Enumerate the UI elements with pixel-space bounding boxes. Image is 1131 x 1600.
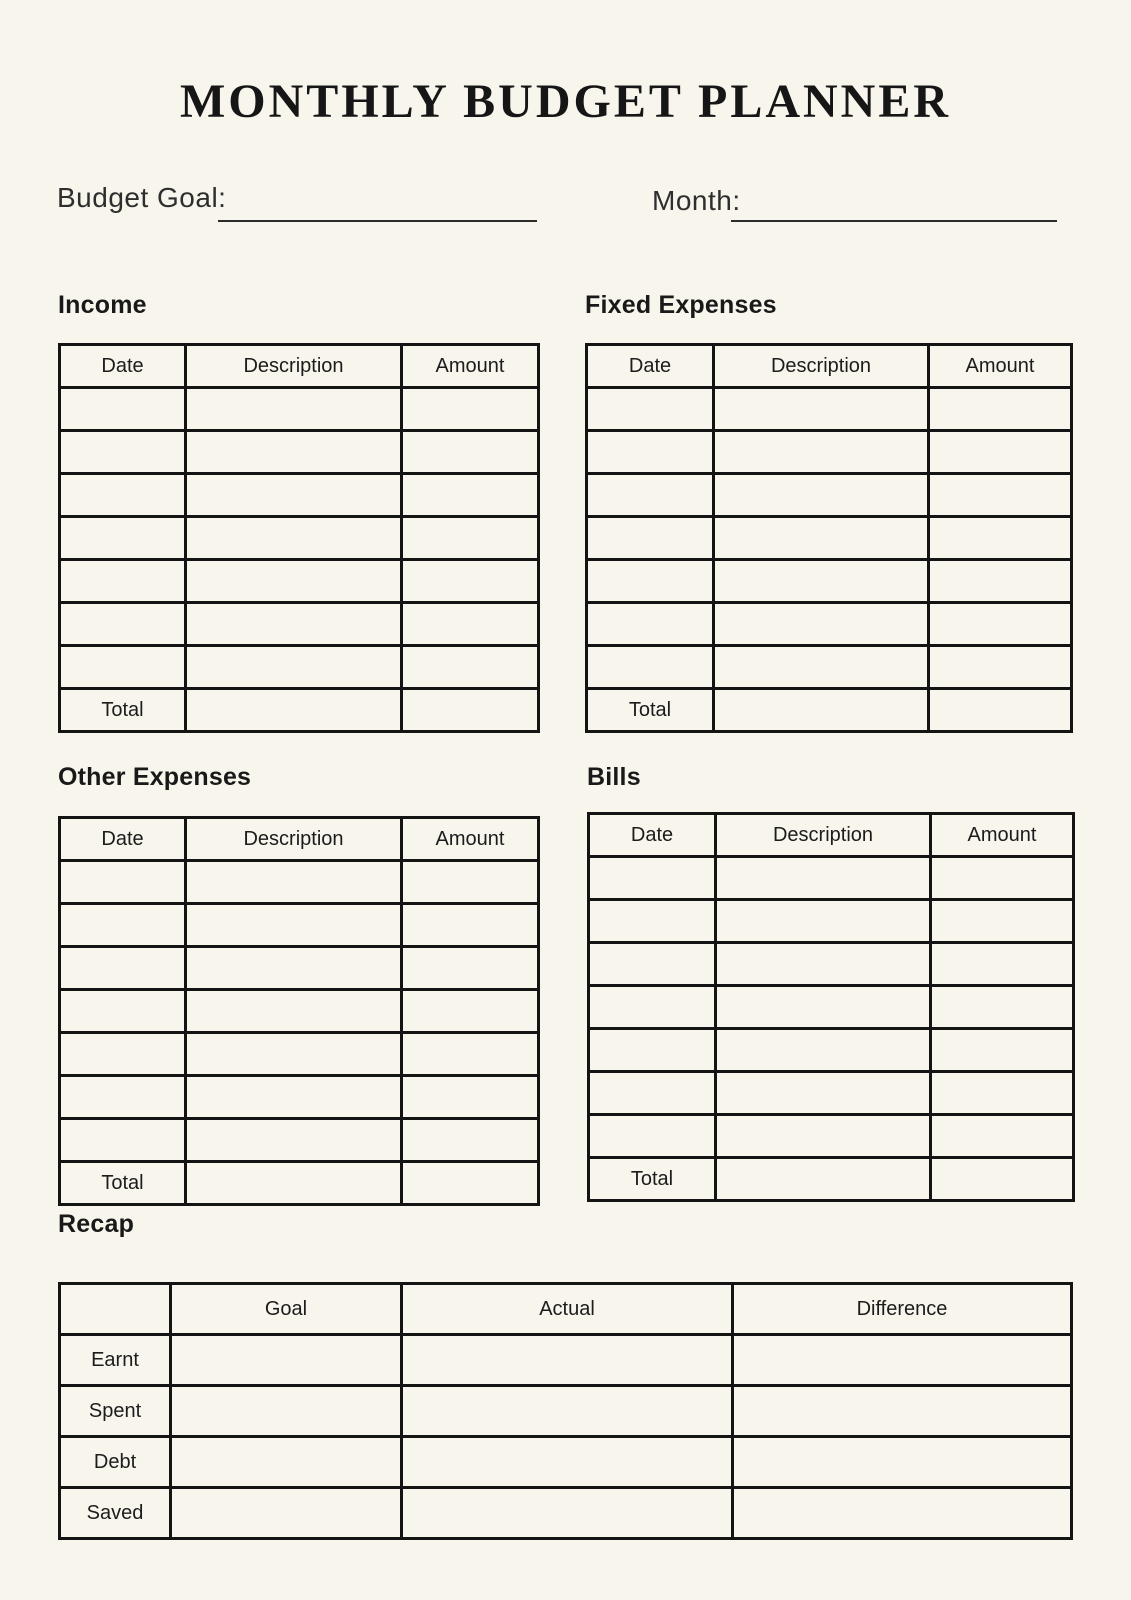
empty-cell: [402, 517, 539, 560]
empty-cell: [60, 1033, 186, 1076]
budget-goal-label: Budget Goal:: [57, 182, 227, 213]
table-row: [589, 857, 1074, 900]
empty-cell: [60, 1076, 186, 1119]
recap-section: [58, 1210, 1070, 1540]
empty-cell: [714, 388, 929, 431]
empty-cell: [589, 943, 716, 986]
empty-cell: [931, 1029, 1074, 1072]
empty-cell: [931, 1115, 1074, 1158]
empty-cell: [716, 1029, 931, 1072]
empty-cell: [186, 388, 402, 431]
empty-cell: [186, 646, 402, 689]
empty-cell: [60, 1119, 186, 1162]
column-header-amount: Amount: [931, 814, 1074, 857]
empty-cell: [716, 986, 931, 1029]
other-expenses-section: [58, 763, 537, 1206]
empty-cell: [402, 474, 539, 517]
total-row: [60, 1162, 539, 1205]
total-label: Total: [60, 689, 186, 732]
empty-cell: [587, 646, 714, 689]
empty-cell: [733, 1488, 1072, 1539]
empty-cell: [60, 474, 186, 517]
empty-cell: [714, 431, 929, 474]
income-section: [58, 291, 537, 733]
table-row: [60, 603, 539, 646]
empty-cell: [587, 474, 714, 517]
empty-cell: [714, 646, 929, 689]
empty-cell: [931, 1158, 1074, 1201]
empty-cell: [186, 947, 402, 990]
empty-cell: [587, 603, 714, 646]
empty-cell: [186, 990, 402, 1033]
recap-row-debt: [60, 1437, 1072, 1488]
table-row: [60, 947, 539, 990]
empty-cell: [402, 689, 539, 732]
empty-cell: [931, 900, 1074, 943]
column-header-description: Description: [716, 814, 931, 857]
table-row: [587, 603, 1072, 646]
empty-cell: [60, 388, 186, 431]
empty-cell: [714, 689, 929, 732]
empty-cell: [171, 1488, 402, 1539]
table-row: [587, 517, 1072, 560]
header-row: [60, 1284, 1072, 1335]
empty-cell: [733, 1386, 1072, 1437]
column-header-date: Date: [60, 345, 186, 388]
empty-cell: [186, 603, 402, 646]
empty-corner-cell: [60, 1284, 171, 1335]
empty-cell: [716, 857, 931, 900]
table-row: [60, 646, 539, 689]
empty-cell: [186, 1119, 402, 1162]
empty-cell: [402, 646, 539, 689]
empty-cell: [171, 1437, 402, 1488]
empty-cell: [931, 857, 1074, 900]
total-row: [587, 689, 1072, 732]
empty-cell: [186, 689, 402, 732]
column-header-date: Date: [60, 818, 186, 861]
fixed-expenses-table: [585, 343, 1073, 733]
empty-cell: [931, 1072, 1074, 1115]
budget-goal-write-line: [218, 220, 537, 222]
table-row: [589, 1115, 1074, 1158]
column-header-actual: Actual: [402, 1284, 733, 1335]
fixed-expenses-section: [585, 291, 1070, 733]
table-row: [587, 560, 1072, 603]
empty-cell: [402, 1162, 539, 1205]
empty-cell: [714, 474, 929, 517]
other-expenses-table: [58, 816, 540, 1206]
empty-cell: [186, 560, 402, 603]
empty-cell: [60, 947, 186, 990]
empty-cell: [186, 1033, 402, 1076]
empty-cell: [929, 517, 1072, 560]
empty-cell: [714, 603, 929, 646]
column-header-description: Description: [714, 345, 929, 388]
table-row: [589, 1072, 1074, 1115]
table-row: [587, 431, 1072, 474]
empty-cell: [716, 1115, 931, 1158]
other-expenses-heading: Other Expenses: [58, 763, 252, 791]
empty-cell: [716, 1158, 931, 1201]
recap-row-spent: [60, 1386, 1072, 1437]
empty-cell: [402, 861, 539, 904]
table-row: [60, 1033, 539, 1076]
bills-heading: Bills: [587, 763, 641, 791]
empty-cell: [60, 603, 186, 646]
empty-cell: [60, 904, 186, 947]
empty-cell: [402, 560, 539, 603]
empty-cell: [589, 857, 716, 900]
income-table: [58, 343, 540, 733]
empty-cell: [931, 943, 1074, 986]
empty-cell: [733, 1335, 1072, 1386]
column-header-description: Description: [186, 818, 402, 861]
header-row: [60, 818, 539, 861]
empty-cell: [186, 1162, 402, 1205]
empty-cell: [929, 603, 1072, 646]
empty-cell: [402, 1119, 539, 1162]
empty-cell: [929, 431, 1072, 474]
table-row: [60, 517, 539, 560]
column-header-difference: Difference: [733, 1284, 1072, 1335]
empty-cell: [589, 900, 716, 943]
month-label: Month:: [652, 185, 741, 216]
empty-cell: [60, 560, 186, 603]
empty-cell: [589, 986, 716, 1029]
empty-cell: [587, 388, 714, 431]
column-header-goal: Goal: [171, 1284, 402, 1335]
column-header-date: Date: [587, 345, 714, 388]
empty-cell: [402, 603, 539, 646]
recap-heading: Recap: [58, 1210, 135, 1238]
empty-cell: [60, 646, 186, 689]
column-header-amount: Amount: [402, 818, 539, 861]
empty-cell: [402, 1033, 539, 1076]
empty-cell: [589, 1072, 716, 1115]
total-label: Total: [589, 1158, 716, 1201]
empty-cell: [716, 1072, 931, 1115]
table-row: [60, 990, 539, 1033]
empty-cell: [402, 388, 539, 431]
income-heading: Income: [58, 291, 147, 319]
table-row: [60, 861, 539, 904]
column-header-amount: Amount: [402, 345, 539, 388]
empty-cell: [186, 904, 402, 947]
empty-cell: [714, 517, 929, 560]
fixed-expenses-heading: Fixed Expenses: [585, 291, 777, 319]
table-row: [60, 560, 539, 603]
empty-cell: [714, 560, 929, 603]
empty-cell: [60, 517, 186, 560]
empty-cell: [186, 1076, 402, 1119]
empty-cell: [186, 474, 402, 517]
total-row: [589, 1158, 1074, 1201]
row-label-earnt: Earnt: [60, 1335, 171, 1386]
empty-cell: [402, 1076, 539, 1119]
empty-cell: [402, 1437, 733, 1488]
empty-cell: [186, 431, 402, 474]
empty-cell: [60, 431, 186, 474]
empty-cell: [402, 1335, 733, 1386]
row-label-saved: Saved: [60, 1488, 171, 1539]
empty-cell: [171, 1335, 402, 1386]
table-row: [587, 474, 1072, 517]
empty-cell: [402, 431, 539, 474]
row-label-spent: Spent: [60, 1386, 171, 1437]
empty-cell: [186, 517, 402, 560]
bills-table: [587, 812, 1075, 1202]
empty-cell: [589, 1029, 716, 1072]
table-row: [589, 1029, 1074, 1072]
empty-cell: [929, 560, 1072, 603]
empty-cell: [587, 560, 714, 603]
empty-cell: [402, 990, 539, 1033]
month-write-line: [731, 220, 1057, 222]
empty-cell: [587, 517, 714, 560]
table-row: [60, 1119, 539, 1162]
header-row: [589, 814, 1074, 857]
recap-row-saved: [60, 1488, 1072, 1539]
empty-cell: [402, 1386, 733, 1437]
empty-cell: [402, 1488, 733, 1539]
table-row: [60, 388, 539, 431]
empty-cell: [60, 861, 186, 904]
header-row: [587, 345, 1072, 388]
total-label: Total: [60, 1162, 186, 1205]
empty-cell: [733, 1437, 1072, 1488]
table-row: [60, 1076, 539, 1119]
recap-table: [58, 1282, 1073, 1540]
empty-cell: [929, 646, 1072, 689]
row-label-debt: Debt: [60, 1437, 171, 1488]
total-row: [60, 689, 539, 732]
empty-cell: [929, 689, 1072, 732]
table-row: [589, 900, 1074, 943]
page-title: MONTHLY BUDGET PLANNER: [180, 75, 951, 128]
bills-section: [587, 763, 1070, 1202]
column-header-amount: Amount: [929, 345, 1072, 388]
column-header-description: Description: [186, 345, 402, 388]
empty-cell: [929, 388, 1072, 431]
recap-row-earnt: [60, 1335, 1072, 1386]
empty-cell: [716, 943, 931, 986]
empty-cell: [60, 990, 186, 1033]
empty-cell: [402, 904, 539, 947]
empty-cell: [716, 900, 931, 943]
table-row: [587, 388, 1072, 431]
empty-cell: [186, 861, 402, 904]
empty-cell: [589, 1115, 716, 1158]
table-row: [587, 646, 1072, 689]
total-label: Total: [587, 689, 714, 732]
empty-cell: [587, 431, 714, 474]
empty-cell: [931, 986, 1074, 1029]
table-row: [60, 474, 539, 517]
table-row: [589, 986, 1074, 1029]
header-row: [60, 345, 539, 388]
table-row: [589, 943, 1074, 986]
table-row: [60, 904, 539, 947]
column-header-date: Date: [589, 814, 716, 857]
empty-cell: [929, 474, 1072, 517]
empty-cell: [171, 1386, 402, 1437]
table-row: [60, 431, 539, 474]
empty-cell: [402, 947, 539, 990]
